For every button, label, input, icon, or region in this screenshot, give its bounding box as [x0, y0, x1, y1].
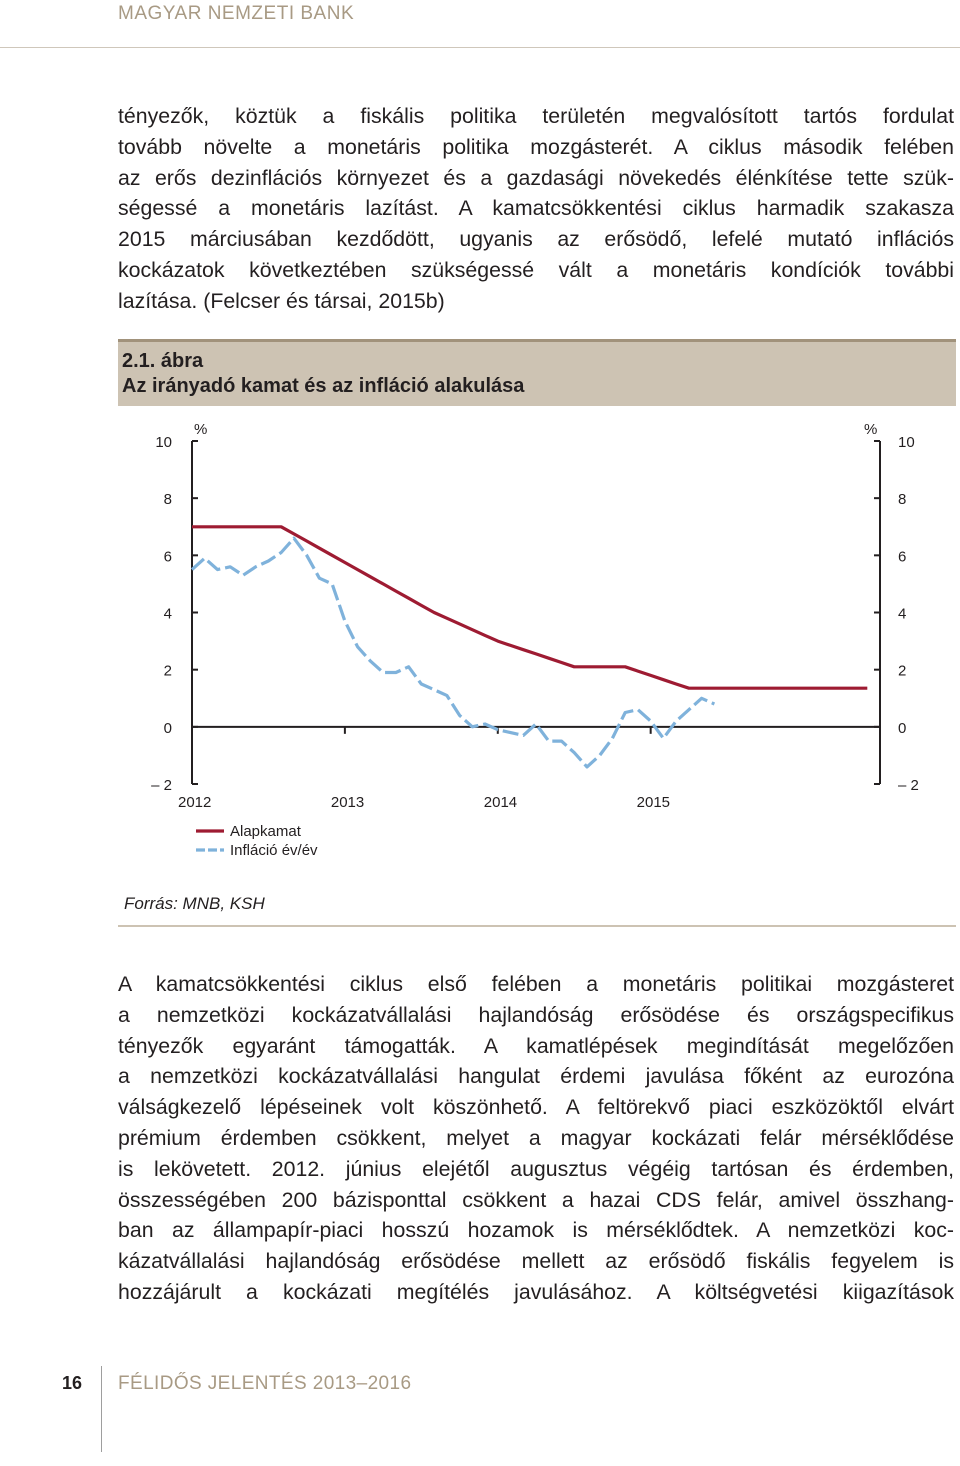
x-tick-label: 2015 [636, 794, 671, 811]
series-inflation [192, 538, 714, 767]
paragraph-2-line: a nemzetközi kockázatvállalási hangulat érdemi javulása főként az eurozóna [118, 1064, 954, 1089]
paragraph-2-line: kázatvállalási hajlandóság erősödése mellett az erősödő fiskális fegyelem is [118, 1249, 954, 1274]
y-tick-label-right: – 2 [898, 777, 919, 794]
y-tick-label-right: 6 [898, 548, 907, 566]
paragraph-1-line: 2015 márciusában kezdődött, ugyanis az erősödő, lefelé mutató inflációs [118, 227, 954, 252]
series-policy-rate [192, 527, 867, 688]
paragraph-2-line: A kamatcsökkentési ciklus első felében a monetáris politikai mozgásteret [118, 972, 954, 996]
paragraph-2-line: prémium érdemben csökkent, melyet a magyar kockázati felár mérséklődése [118, 1125, 954, 1150]
footer-title: FÉLIDŐS JELENTÉS 2013–2016 [118, 1373, 412, 1394]
x-tick-label: 2012 [178, 794, 212, 811]
y-tick-label-right: 4 [898, 605, 907, 623]
chart-series [192, 527, 867, 767]
header-brand: MAGYAR NEMZETI BANK [118, 3, 355, 24]
y-tick-label-left: 2 [163, 662, 172, 680]
chart-legend [196, 823, 318, 859]
y-tick-label-left: 6 [163, 548, 172, 566]
figure-number: 2.1. ábra [122, 350, 204, 372]
y-tick-label-left: 4 [163, 605, 172, 623]
paragraph-2-line: összességében 200 bázisponttal csökkent a hazai CDS felár, amivel összhang- [118, 1187, 954, 1212]
y-tick-label-right: 8 [898, 491, 907, 509]
y-tick-label-left: 8 [163, 491, 172, 509]
paragraph-1 [118, 101, 954, 317]
paragraph-2-line: válságkezelő lépéseinek volt köszönhető. A feltörekvő piaci eszközöktől elvárt [118, 1095, 954, 1120]
footer-divider [101, 1366, 102, 1452]
paragraph-1-line: az erős dezinflációs környezet és a gazdasági növekedés élénkítése tette szük- [118, 165, 954, 190]
paragraph-1-line: tényezők, köztük a fiskális politika területén megvalósított tartós fordulat [118, 104, 954, 128]
y-tick-label-right: 0 [898, 719, 907, 737]
x-tick-label: 2014 [483, 794, 518, 811]
paragraph-1-line: kockázatok következtében szükségessé vált a monetáris kondíciók további [118, 257, 954, 282]
y-unit-left: % [194, 421, 208, 438]
page-number: 16 [62, 1373, 83, 1393]
paragraph-1-line: tovább növelte a monetáris politika mozgásterét. A ciklus második felében [118, 134, 954, 159]
paragraph-2-line: hozzájárult a kockázati megítélés javulásához. A költségvetési kiigazítások [118, 1279, 954, 1304]
header-rule [0, 47, 960, 48]
figure-title: Az irányadó kamat és az infláció alakulása [122, 375, 525, 397]
figure-source: Forrás: MNB, KSH [124, 894, 265, 913]
paragraph-2-line: ban az állampapír-piaci hosszú hozamok is mérséklődtek. A nemzetközi koc- [118, 1218, 954, 1243]
legend-label: Infláció év/év [230, 842, 318, 859]
chart-axes [192, 441, 880, 784]
legend-label: Alapkamat [230, 823, 301, 840]
y-tick-label-left: – 2 [151, 777, 172, 794]
figure-bottom-rule [118, 925, 956, 927]
paragraph-1-line: ségessé a monetáris lazítást. A kamatcsökkentési ciklus harmadik szakasza [118, 196, 954, 221]
chart [118, 406, 956, 876]
x-tick-label: 2013 [330, 794, 365, 811]
paragraph-1-line: lazítása. (Felcser és társai, 2015b) [118, 288, 445, 313]
y-unit-right: % [864, 421, 878, 438]
y-tick-label-left: 0 [163, 719, 172, 737]
paragraph-2-line: is lekövetett. 2012. június elejétől augusztus végéig tartósan és érdemben, [118, 1156, 954, 1181]
y-tick-label-right: 10 [898, 434, 915, 451]
chart-labels [151, 421, 919, 811]
paragraph-2 [118, 969, 954, 1308]
paragraph-2-line: a nemzetközi kockázatvállalási hajlandóság erősödése és országspecifikus [118, 1002, 954, 1027]
figure-header [118, 339, 956, 406]
y-tick-label-right: 2 [898, 662, 907, 680]
paragraph-2-line: tényezők egyaránt támogatták. A kamatlépések megindítását megelőzően [118, 1033, 954, 1058]
y-tick-label-left: 10 [155, 434, 172, 451]
